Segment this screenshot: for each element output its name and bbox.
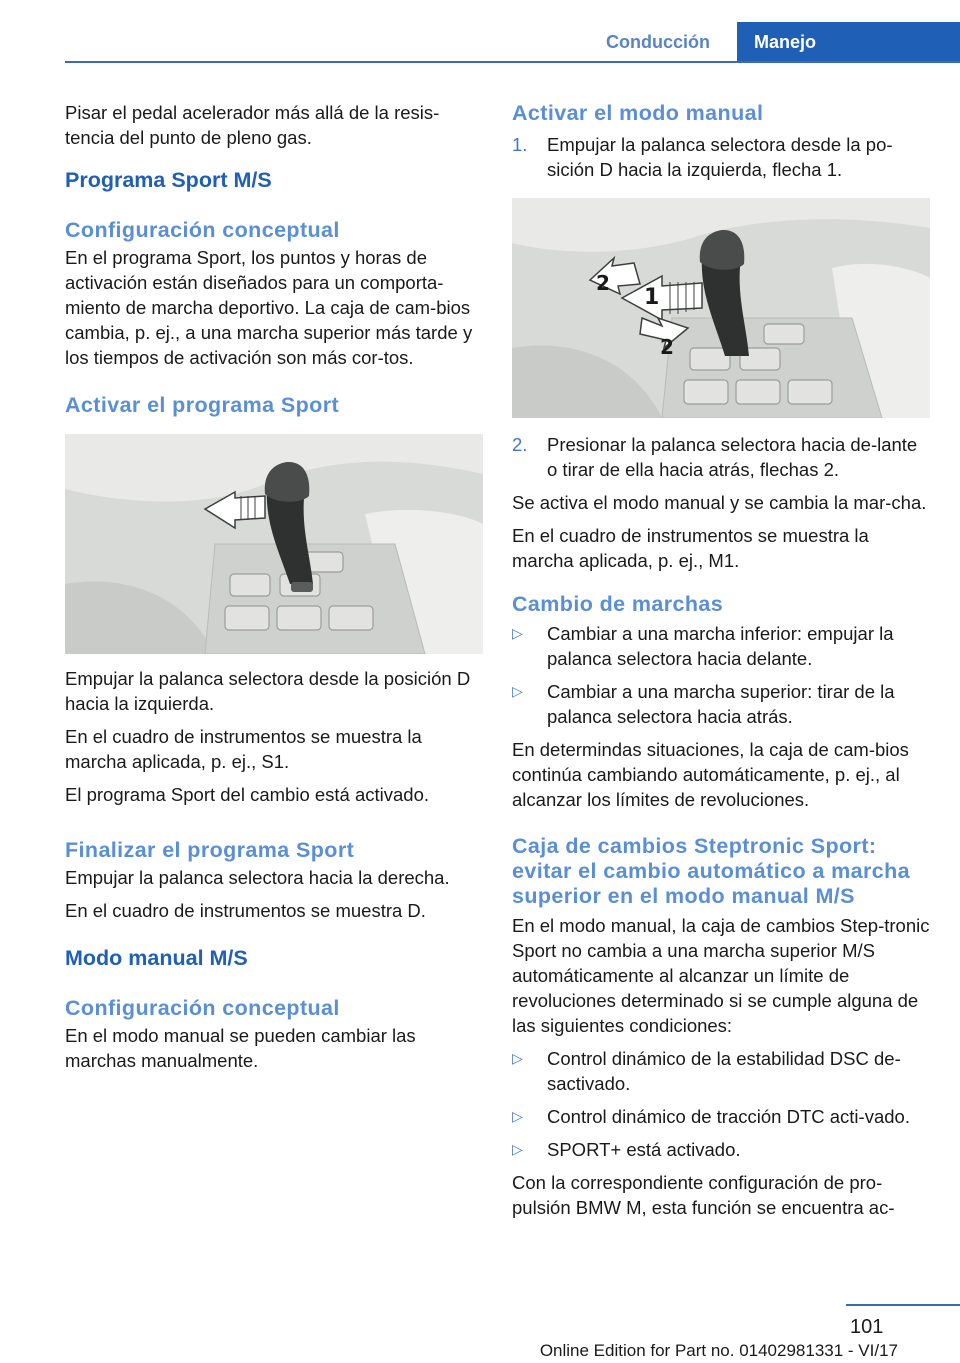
paragraph: Empujar la palanca selectora hacia la derecha. bbox=[65, 867, 450, 888]
gear-lever-drawing bbox=[65, 434, 483, 654]
arrow-label-2: 2 bbox=[660, 335, 674, 359]
sport-lever-illustration bbox=[65, 434, 483, 654]
step-text: Presionar la palanca selectora hacia de‐lante o tirar de ella hacia atrás, flechas 2. bbox=[547, 434, 918, 480]
subheading: Cambio de marchas bbox=[512, 592, 724, 616]
subheading: Caja de cambios Steptronic Sport: evitar el cambio automático a marcha superior en el modo manual M/S bbox=[512, 834, 910, 908]
list-item bbox=[512, 1137, 930, 1162]
header-rule bbox=[65, 61, 960, 63]
section-heading: Modo manual M/S bbox=[65, 946, 248, 970]
triangle-bullet-icon: ▷ bbox=[512, 1050, 523, 1066]
subheading: Configuración conceptual bbox=[65, 218, 340, 242]
paragraph: Se activa el modo manual y se cambia la mar‐cha. bbox=[512, 492, 927, 513]
paragraph: Con la correspondiente configuración de pro‐pulsión BMW M, esta función se encuentra ac‐ bbox=[512, 1172, 895, 1218]
left-column bbox=[65, 100, 483, 1081]
step-number: 1. bbox=[512, 134, 528, 155]
section-tab[interactable]: Conducción bbox=[606, 32, 710, 52]
footer-rule bbox=[846, 1304, 960, 1306]
paragraph: Pisar el pedal acelerador más allá de la resis‐tencia del punto de pleno gas. bbox=[65, 102, 440, 148]
step-number: 2. bbox=[512, 434, 528, 455]
arrow-label-2: 2 bbox=[596, 271, 610, 295]
numbered-step bbox=[512, 132, 930, 182]
right-column bbox=[512, 100, 930, 1228]
triangle-bullet-icon: ▷ bbox=[512, 1141, 523, 1157]
paragraph: En el cuadro de instrumentos se muestra la marcha aplicada, p. ej., M1. bbox=[512, 525, 869, 571]
section-heading: Programa Sport M/S bbox=[65, 168, 272, 192]
list-item bbox=[512, 1046, 930, 1096]
subheading: Activar el modo manual bbox=[512, 101, 764, 125]
list-item bbox=[512, 1104, 930, 1129]
numbered-step bbox=[512, 432, 930, 482]
paragraph: Empujar la palanca selectora desde la posición D hacia la izquierda. bbox=[65, 668, 471, 714]
list-item bbox=[512, 621, 930, 671]
edition-note: Online Edition for Part no. 01402981331 - VI/17 bbox=[539, 1341, 898, 1360]
paragraph: En el modo manual, la caja de cambios Step‐tronic Sport no cambia a una marcha superior M/S automáticamente al alcanzar un límite de revoluciones determinado si se cumple alguna de las siguientes condiciones: bbox=[512, 915, 930, 1036]
triangle-bullet-icon: ▷ bbox=[512, 625, 523, 641]
arrow-label-1: 1 bbox=[644, 285, 660, 310]
page-header bbox=[0, 22, 960, 62]
paragraph: En el programa Sport, los puntos y horas de activación están diseñados para un comporta‐miento de marcha deportivo. La caja de cam‐bios cambia, p. ej., a una marcha superior más tarde y los tiempos de activación son más cor‐tos. bbox=[65, 247, 473, 368]
list-item-text: Cambiar a una marcha inferior: empujar la palanca selectora hacia delante. bbox=[547, 623, 894, 669]
step-text: Empujar la palanca selectora desde la po‐sición D hacia la izquierda, flecha 1. bbox=[547, 134, 893, 180]
chapter-tab[interactable]: Manejo bbox=[737, 22, 960, 62]
list-item bbox=[512, 679, 930, 729]
list-item-text: Control dinámico de tracción DTC acti‐vado. bbox=[547, 1106, 910, 1127]
subheading: Activar el programa Sport bbox=[65, 393, 340, 417]
page-number: 101 bbox=[850, 1316, 884, 1338]
paragraph: En el cuadro de instrumentos se muestra la marcha aplicada, p. ej., S1. bbox=[65, 726, 422, 772]
paragraph: En determindas situaciones, la caja de cam‐bios continúa cambiando automáticamente, p. ej., al alcanzar los límites de revoluciones. bbox=[512, 739, 909, 810]
subheading: Configuración conceptual bbox=[65, 996, 340, 1020]
triangle-bullet-icon: ▷ bbox=[512, 1108, 523, 1124]
paragraph: En el cuadro de instrumentos se muestra D. bbox=[65, 900, 426, 921]
list-item-text: Control dinámico de la estabilidad DSC de‐sactivado. bbox=[547, 1048, 901, 1094]
gear-lever-arrows-drawing bbox=[512, 198, 930, 418]
paragraph: En el modo manual se pueden cambiar las marchas manualmente. bbox=[65, 1025, 416, 1071]
manual-mode-illustration bbox=[512, 198, 930, 418]
paragraph: El programa Sport del cambio está activado. bbox=[65, 784, 430, 805]
subheading: Finalizar el programa Sport bbox=[65, 838, 355, 862]
triangle-bullet-icon: ▷ bbox=[512, 683, 523, 699]
list-item-text: SPORT+ está activado. bbox=[547, 1139, 741, 1160]
list-item-text: Cambiar a una marcha superior: tirar de la palanca selectora hacia atrás. bbox=[547, 681, 895, 727]
